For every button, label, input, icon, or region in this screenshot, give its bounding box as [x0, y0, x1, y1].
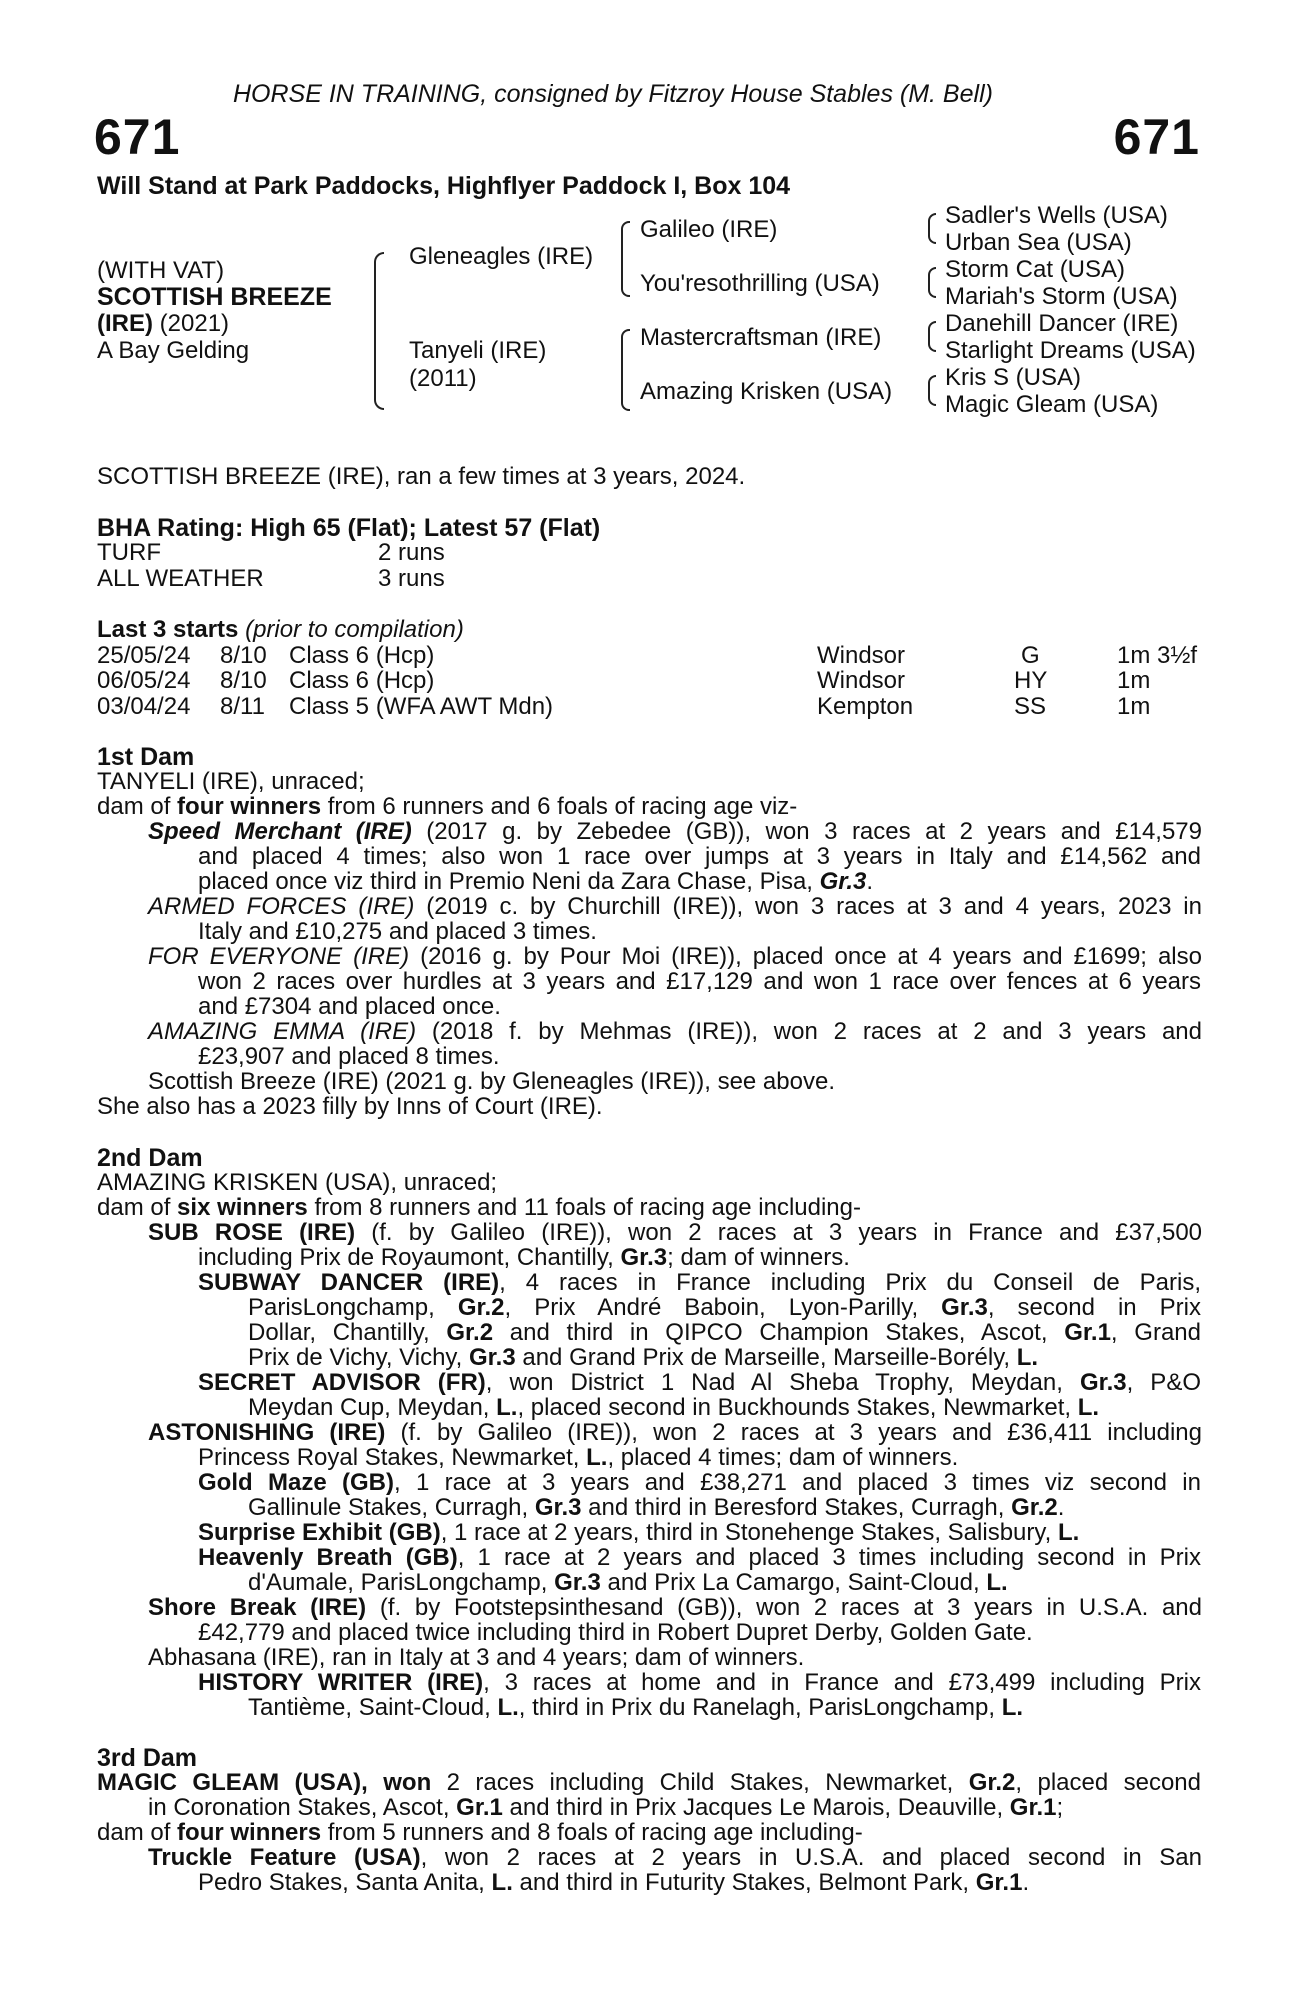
grade: Gr.3: [620, 1244, 668, 1271]
horse-year: (2021): [153, 310, 230, 337]
start-course: Windsor: [817, 642, 906, 669]
text: and third in Beresford Stakes, Curragh,: [581, 1494, 1012, 1521]
progeny-secret-advisor: [198, 1369, 1201, 1397]
pedigree-ggs-1: Sadler's Wells (USA): [945, 202, 1168, 229]
pedigree-ggs-5: Danehill Dancer (IRE): [945, 310, 1179, 337]
pedigree-brace-gs4: [928, 375, 936, 406]
text: from 5 runners and 8 foals of racing age including-: [321, 1819, 863, 1846]
text: placed once viz third in Premio Neni da Zara Chase, Pisa,: [198, 868, 820, 895]
horse-name-line2: [97, 310, 229, 338]
progeny-name: Gold Maze (GB): [198, 1469, 394, 1496]
text: , 1 race at 2 years and placed 3 times including second in Prix: [457, 1544, 1201, 1571]
progeny-text: and placed 4 times; also won 1 race over jumps at 3 years in Italy and £14,562 and: [198, 843, 1201, 870]
pedigree-dam-sire: Mastercraftsman (IRE): [640, 324, 882, 351]
progeny-text: Italy and £10,275 and placed 3 times.: [198, 918, 597, 945]
text: dam of: [97, 1194, 178, 1221]
text: , P&O: [1126, 1369, 1201, 1396]
progeny-abhasana: Abhasana (IRE), ran in Italy at 3 and 4 years; dam of winners.: [148, 1644, 805, 1671]
pedigree-brace-gs2: [928, 267, 936, 298]
pedigree-brace-sire: [621, 221, 630, 297]
pedigree-ggs-7: Kris S (USA): [945, 364, 1082, 391]
text: in Coronation Stakes, Ascot,: [148, 1794, 457, 1821]
text: , third in Prix du Ranelagh, ParisLongchamp,: [518, 1694, 1002, 1721]
progeny-heavenly-breath: [198, 1544, 1201, 1572]
progeny-astonishing: [148, 1419, 1202, 1447]
progeny-name: Surprise Exhibit (GB): [198, 1519, 441, 1546]
dam-name: MAGIC GLEAM (USA): [97, 1769, 362, 1796]
text: and third in QIPCO Champion Stakes, Ascot,: [493, 1319, 1065, 1346]
third-dam-record: [97, 1819, 863, 1847]
grade: Gr.3: [941, 1294, 988, 1321]
grade: L.: [986, 1569, 1008, 1596]
text: , Prix André Baboin, Lyon-Parilly,: [504, 1294, 942, 1321]
progeny-text: [198, 1869, 1029, 1897]
start-going: G: [1021, 642, 1040, 669]
progeny-shore-break: [148, 1594, 1202, 1622]
text: (f. by Footstepsinthesand (GB)), won 2 races at 3 years in U.S.A. and: [366, 1594, 1202, 1621]
first-dam-heading: 1st Dam: [97, 743, 195, 771]
grade: L.: [1001, 1694, 1024, 1721]
text: (f. by Galileo (IRE)), won 2 races at 3 years and £36,411 including: [385, 1419, 1202, 1446]
start-race: Class 6 (Hcp): [289, 667, 435, 694]
text: and Prix La Camargo, Saint-Cloud,: [600, 1569, 987, 1596]
progeny-text: [198, 868, 873, 896]
progeny-name: ASTONISHING (IRE): [148, 1419, 386, 1446]
text: , placed second: [1015, 1769, 1202, 1796]
second-dam-record: [97, 1194, 861, 1222]
progeny-scottish-breeze: Scottish Breeze (IRE) (2021 g. by Gleneagles (IRE)), see above.: [148, 1068, 835, 1095]
third-dam-name: [97, 1769, 1201, 1797]
progeny-history-writer: [198, 1669, 1201, 1697]
progeny-text: [198, 1444, 958, 1472]
grade: Gr.1: [975, 1869, 1023, 1896]
pedigree-brace-main: [374, 252, 384, 410]
pedigree-sire: Gleneagles (IRE): [409, 243, 594, 270]
text: , 3 races at home and in France and £73,499 including Prix: [483, 1669, 1201, 1696]
grade: Gr.3: [534, 1494, 582, 1521]
progeny-text: £23,907 and placed 8 times.: [198, 1043, 500, 1070]
progeny-gold-maze: [198, 1469, 1201, 1497]
text: .: [866, 868, 874, 895]
consignment-line: HORSE IN TRAINING, consigned by Fitzroy House Stables (M. Bell): [233, 80, 993, 108]
start-date: 06/05/24: [97, 667, 191, 694]
bha-rating: BHA Rating: High 65 (Flat); Latest 57 (Flat): [97, 514, 601, 542]
progeny-text: won 2 races over hurdles at 3 years and £17,129 and won 1 race over fences at 6 years: [198, 968, 1201, 995]
start-race: Class 6 (Hcp): [289, 642, 435, 669]
text: , placed second in Buckhounds Stakes, Newmarket,: [517, 1394, 1078, 1421]
pedigree-dam-year: (2011): [409, 365, 477, 392]
text: dam of: [97, 1819, 178, 1846]
grade: L.: [497, 1694, 519, 1721]
text: from 6 runners and 6 foals of racing age viz-: [321, 793, 798, 820]
start-position: 8/11: [220, 693, 265, 720]
text: Meydan Cup, Meydan,: [248, 1394, 497, 1421]
grade: L.: [586, 1444, 608, 1471]
vat-label: (WITH VAT): [97, 257, 225, 284]
progeny-name: SUB ROSE (IRE): [148, 1219, 356, 1246]
grade: Gr.3: [819, 868, 867, 895]
text: Pedro Stakes, Santa Anita,: [198, 1869, 492, 1896]
text: dam of: [97, 793, 178, 820]
winners-count: six winners: [177, 1194, 308, 1221]
progeny-name: Truckle Feature (USA): [148, 1844, 421, 1871]
text: Tantième, Saint-Cloud,: [248, 1694, 498, 1721]
progeny-text: and £7304 and placed once.: [198, 993, 501, 1020]
progeny-text: [248, 1394, 1099, 1422]
stand-location: Will Stand at Park Paddocks, Highflyer Paddock I, Box 104: [97, 172, 791, 200]
start-course: Kempton: [817, 693, 914, 720]
progeny-text: [248, 1344, 1038, 1372]
progeny-text: £42,779 and placed twice including third in Robert Dupret Derby, Golden Gate.: [198, 1619, 1033, 1646]
text: Gallinule Stakes, Curragh,: [248, 1494, 535, 1521]
progeny-speed-merchant: [148, 818, 1202, 846]
start-distance: 1m: [1117, 693, 1151, 720]
race-summary: SCOTTISH BREEZE (IRE), ran a few times at 3 years, 2024.: [97, 463, 746, 490]
last-starts-title: Last 3 starts: [97, 616, 239, 643]
text: , Grand: [1110, 1319, 1201, 1346]
grade: Gr.2: [968, 1769, 1016, 1796]
third-dam-text: [148, 1794, 1063, 1822]
text: , placed 4 times; dam of winners.: [607, 1444, 959, 1471]
progeny-text: [248, 1319, 1201, 1347]
text: and Grand Prix de Marseille, Marseille-Borély,: [515, 1344, 1017, 1371]
text: including Prix de Royaumont, Chantilly,: [198, 1244, 621, 1271]
winners-count: four winners: [177, 793, 322, 820]
text: , won: [361, 1769, 432, 1796]
text: (2018 f. by Mehmas (IRE)), won 2 races at 2 and 3 years and: [416, 1018, 1202, 1045]
progeny-name: AMAZING EMMA (IRE): [148, 1018, 417, 1045]
start-position: 8/10: [220, 642, 267, 669]
progeny-amazing-emma: [148, 1018, 1202, 1046]
grade: Gr.2: [1011, 1494, 1058, 1521]
progeny-text: [198, 1244, 850, 1272]
start-date: 03/04/24: [97, 693, 191, 720]
progeny-text: [248, 1294, 1201, 1322]
start-course: Windsor: [817, 667, 906, 694]
text: and third in Prix Jacques Le Marois, Deauville,: [502, 1794, 1010, 1821]
horse-name: SCOTTISH BREEZE: [97, 283, 332, 311]
progeny-text: [248, 1694, 1023, 1722]
start-distance: 1m 3½f: [1117, 642, 1198, 669]
progeny-armed-forces: [148, 893, 1202, 921]
pedigree-sire-sire: Galileo (IRE): [640, 216, 778, 243]
text: ; dam of winners.: [667, 1244, 850, 1271]
text: .: [1057, 1494, 1065, 1521]
grade: L.: [1077, 1394, 1100, 1421]
grade: Gr.1: [456, 1794, 503, 1821]
grade: L.: [496, 1394, 518, 1421]
start-distance: 1m: [1117, 667, 1151, 694]
text: 2 races including Child Stakes, Newmarket,: [431, 1769, 969, 1796]
lot-number-left: 671: [94, 109, 181, 165]
pedigree-brace-dam: [621, 329, 630, 411]
last-starts-note: (prior to compilation): [238, 616, 464, 643]
text: d'Aumale, ParisLongchamp,: [248, 1569, 555, 1596]
grade: Gr.3: [468, 1344, 516, 1371]
pedigree-sire-dam: You'resothrilling (USA): [640, 270, 880, 297]
second-dam-name: AMAZING KRISKEN (USA), unraced;: [97, 1169, 498, 1196]
grade: Gr.2: [446, 1319, 494, 1346]
start-date: 25/05/24: [97, 642, 191, 669]
text: (f. by Galileo (IRE)), won 2 races at 3 years in France and £37,500: [355, 1219, 1203, 1246]
lot-number-right: 671: [1113, 109, 1200, 165]
start-race: Class 5 (WFA AWT Mdn): [289, 693, 554, 720]
text: , 1 race at 2 years, third in Stonehenge Stakes, Salisbury,: [440, 1519, 1058, 1546]
progeny-name: HISTORY WRITER (IRE): [198, 1669, 484, 1696]
third-dam-heading: 3rd Dam: [97, 1744, 198, 1772]
text: ;: [1056, 1794, 1064, 1821]
rating-runs-aw: 3 runs: [378, 565, 445, 592]
progeny-text: [248, 1569, 1008, 1597]
first-dam-name: TANYELI (IRE), unraced;: [97, 768, 365, 795]
text: ParisLongchamp,: [248, 1294, 458, 1321]
text: , won 2 races at 2 years in U.S.A. and placed second in San: [420, 1844, 1202, 1871]
progeny-name: Speed Merchant (IRE): [148, 818, 412, 845]
text: and third in Futurity Stakes, Belmont Park,: [512, 1869, 976, 1896]
progeny-name: Shore Break (IRE): [148, 1594, 367, 1621]
progeny-text: [248, 1494, 1064, 1522]
horse-country: (IRE): [97, 310, 153, 337]
text: , 1 race at 3 years and £38,271 and placed 3 times viz second in: [393, 1469, 1201, 1496]
horse-description: A Bay Gelding: [97, 337, 250, 364]
progeny-name: FOR EVERYONE (IRE): [148, 943, 410, 970]
pedigree-dam: Tanyeli (IRE): [409, 337, 547, 364]
progeny-name: ARMED FORCES (IRE): [148, 893, 415, 920]
last-starts-heading: [97, 616, 464, 644]
grade: Gr.1: [1009, 1794, 1057, 1821]
first-dam-record: [97, 793, 797, 821]
progeny-subway-dancer: [198, 1269, 1201, 1297]
first-dam-also: She also has a 2023 filly by Inns of Court (IRE).: [97, 1093, 603, 1120]
pedigree-ggs-2: Urban Sea (USA): [945, 229, 1132, 256]
start-position: 8/10: [220, 667, 267, 694]
grade: Gr.3: [1079, 1369, 1127, 1396]
pedigree-brace-gs3: [928, 321, 936, 352]
progeny-name: Heavenly Breath (GB): [198, 1544, 458, 1571]
pedigree-brace-gs1: [928, 213, 936, 244]
start-going: SS: [1014, 693, 1047, 720]
text: Princess Royal Stakes, Newmarket,: [198, 1444, 587, 1471]
text: Prix de Vichy, Vichy,: [248, 1344, 469, 1371]
progeny-sub-rose: [148, 1219, 1202, 1247]
progeny-for-everyone: [148, 943, 1202, 971]
pedigree-dam-dam: Amazing Krisken (USA): [640, 378, 893, 405]
pedigree-ggs-6: Starlight Dreams (USA): [945, 337, 1196, 364]
pedigree-ggs-8: Magic Gleam (USA): [945, 391, 1159, 418]
rating-surface-aw: ALL WEATHER: [97, 565, 264, 592]
progeny-name: SECRET ADVISOR (FR): [198, 1369, 486, 1396]
grade: L.: [1057, 1519, 1080, 1546]
text: , won District 1 Nad Al Sheba Trophy, Meydan,: [485, 1369, 1080, 1396]
pedigree-ggs-3: Storm Cat (USA): [945, 256, 1126, 283]
text: (2017 g. by Zebedee (GB)), won 3 races at 2 years and £14,579: [411, 818, 1202, 845]
grade: Gr.2: [457, 1294, 505, 1321]
grade: L.: [491, 1869, 513, 1896]
text: .: [1022, 1869, 1030, 1896]
pedigree-ggs-4: Mariah's Storm (USA): [945, 283, 1178, 310]
text: (2019 c. by Churchill (IRE)), won 3 races at 3 and 4 years, 2023 in: [414, 893, 1202, 920]
text: from 8 runners and 11 foals of racing age including-: [307, 1194, 861, 1221]
progeny-surprise-exhibit: [198, 1519, 1079, 1547]
rating-surface-turf: TURF: [97, 539, 161, 566]
grade: L.: [1016, 1344, 1039, 1371]
second-dam-heading: 2nd Dam: [97, 1144, 203, 1172]
progeny-name: SUBWAY DANCER (IRE): [198, 1269, 500, 1296]
text: , 4 races in France including Prix du Conseil de Paris,: [499, 1269, 1201, 1296]
text: Dollar, Chantilly,: [248, 1319, 447, 1346]
progeny-truckle-feature: [148, 1844, 1202, 1872]
winners-count: four winners: [177, 1819, 322, 1846]
start-going: HY: [1014, 667, 1048, 694]
grade: Gr.3: [554, 1569, 601, 1596]
text: (2016 g. by Pour Moi (IRE)), placed once at 4 years and £1699; also: [409, 943, 1202, 970]
text: , second in Prix: [987, 1294, 1201, 1321]
grade: Gr.1: [1064, 1319, 1111, 1346]
rating-runs-turf: 2 runs: [378, 539, 445, 566]
